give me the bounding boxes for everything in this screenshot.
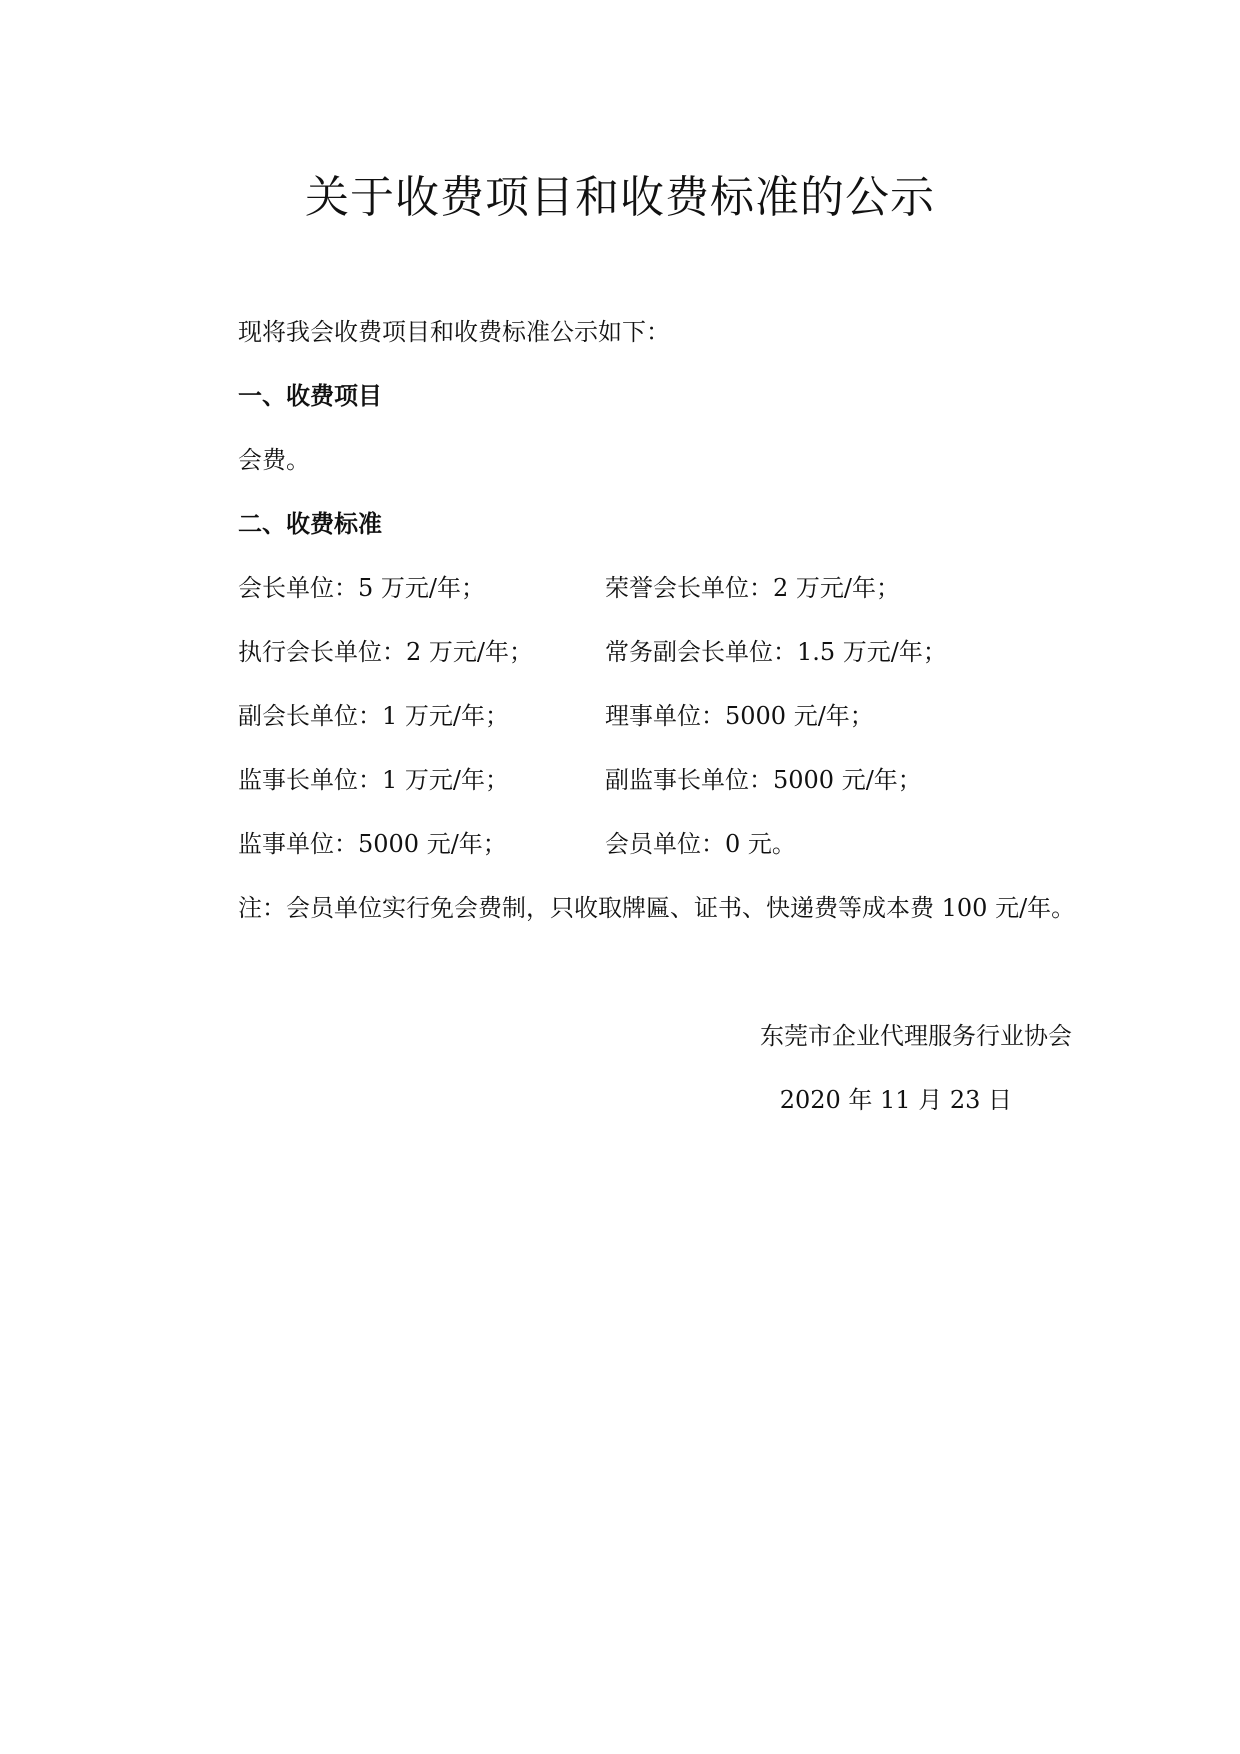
fee-item-supervisor: 监事单位：5000 元/年；	[238, 830, 507, 858]
fee-items-content: 会费。	[238, 446, 310, 474]
intro-paragraph: 现将我会收费项目和收费标准公示如下：	[238, 318, 670, 346]
section-heading-fee-standards: 二、收费标准	[238, 510, 382, 538]
signature-organization: 东莞市企业代理服务行业协会	[760, 1022, 1072, 1050]
fee-item-standing-vice-president: 常务副会长单位：1.5 万元/年；	[605, 638, 947, 666]
fee-item-director: 理事单位：5000 元/年；	[605, 702, 874, 730]
fee-item-member: 会员单位：0 元。	[605, 830, 796, 858]
fee-item-vice-president: 副会长单位：1 万元/年；	[238, 702, 509, 730]
note-paragraph: 注：会员单位实行免会费制，只收取牌匾、证书、快递费等成本费 100 元/年。	[238, 894, 1076, 922]
fee-item-honorary-president: 荣誉会长单位：2 万元/年；	[605, 574, 900, 602]
section-heading-fee-items: 一、收费项目	[238, 382, 382, 410]
document-title: 关于收费项目和收费标准的公示	[305, 172, 935, 223]
fee-item-executive-president: 执行会长单位：2 万元/年；	[238, 638, 533, 666]
fee-item-deputy-chief-supervisor: 副监事长单位：5000 元/年；	[605, 766, 922, 794]
fee-item-chief-supervisor: 监事长单位：1 万元/年；	[238, 766, 509, 794]
signature-date: 2020 年 11 月 23 日	[779, 1086, 1012, 1114]
fee-item-president: 会长单位：5 万元/年；	[238, 574, 485, 602]
